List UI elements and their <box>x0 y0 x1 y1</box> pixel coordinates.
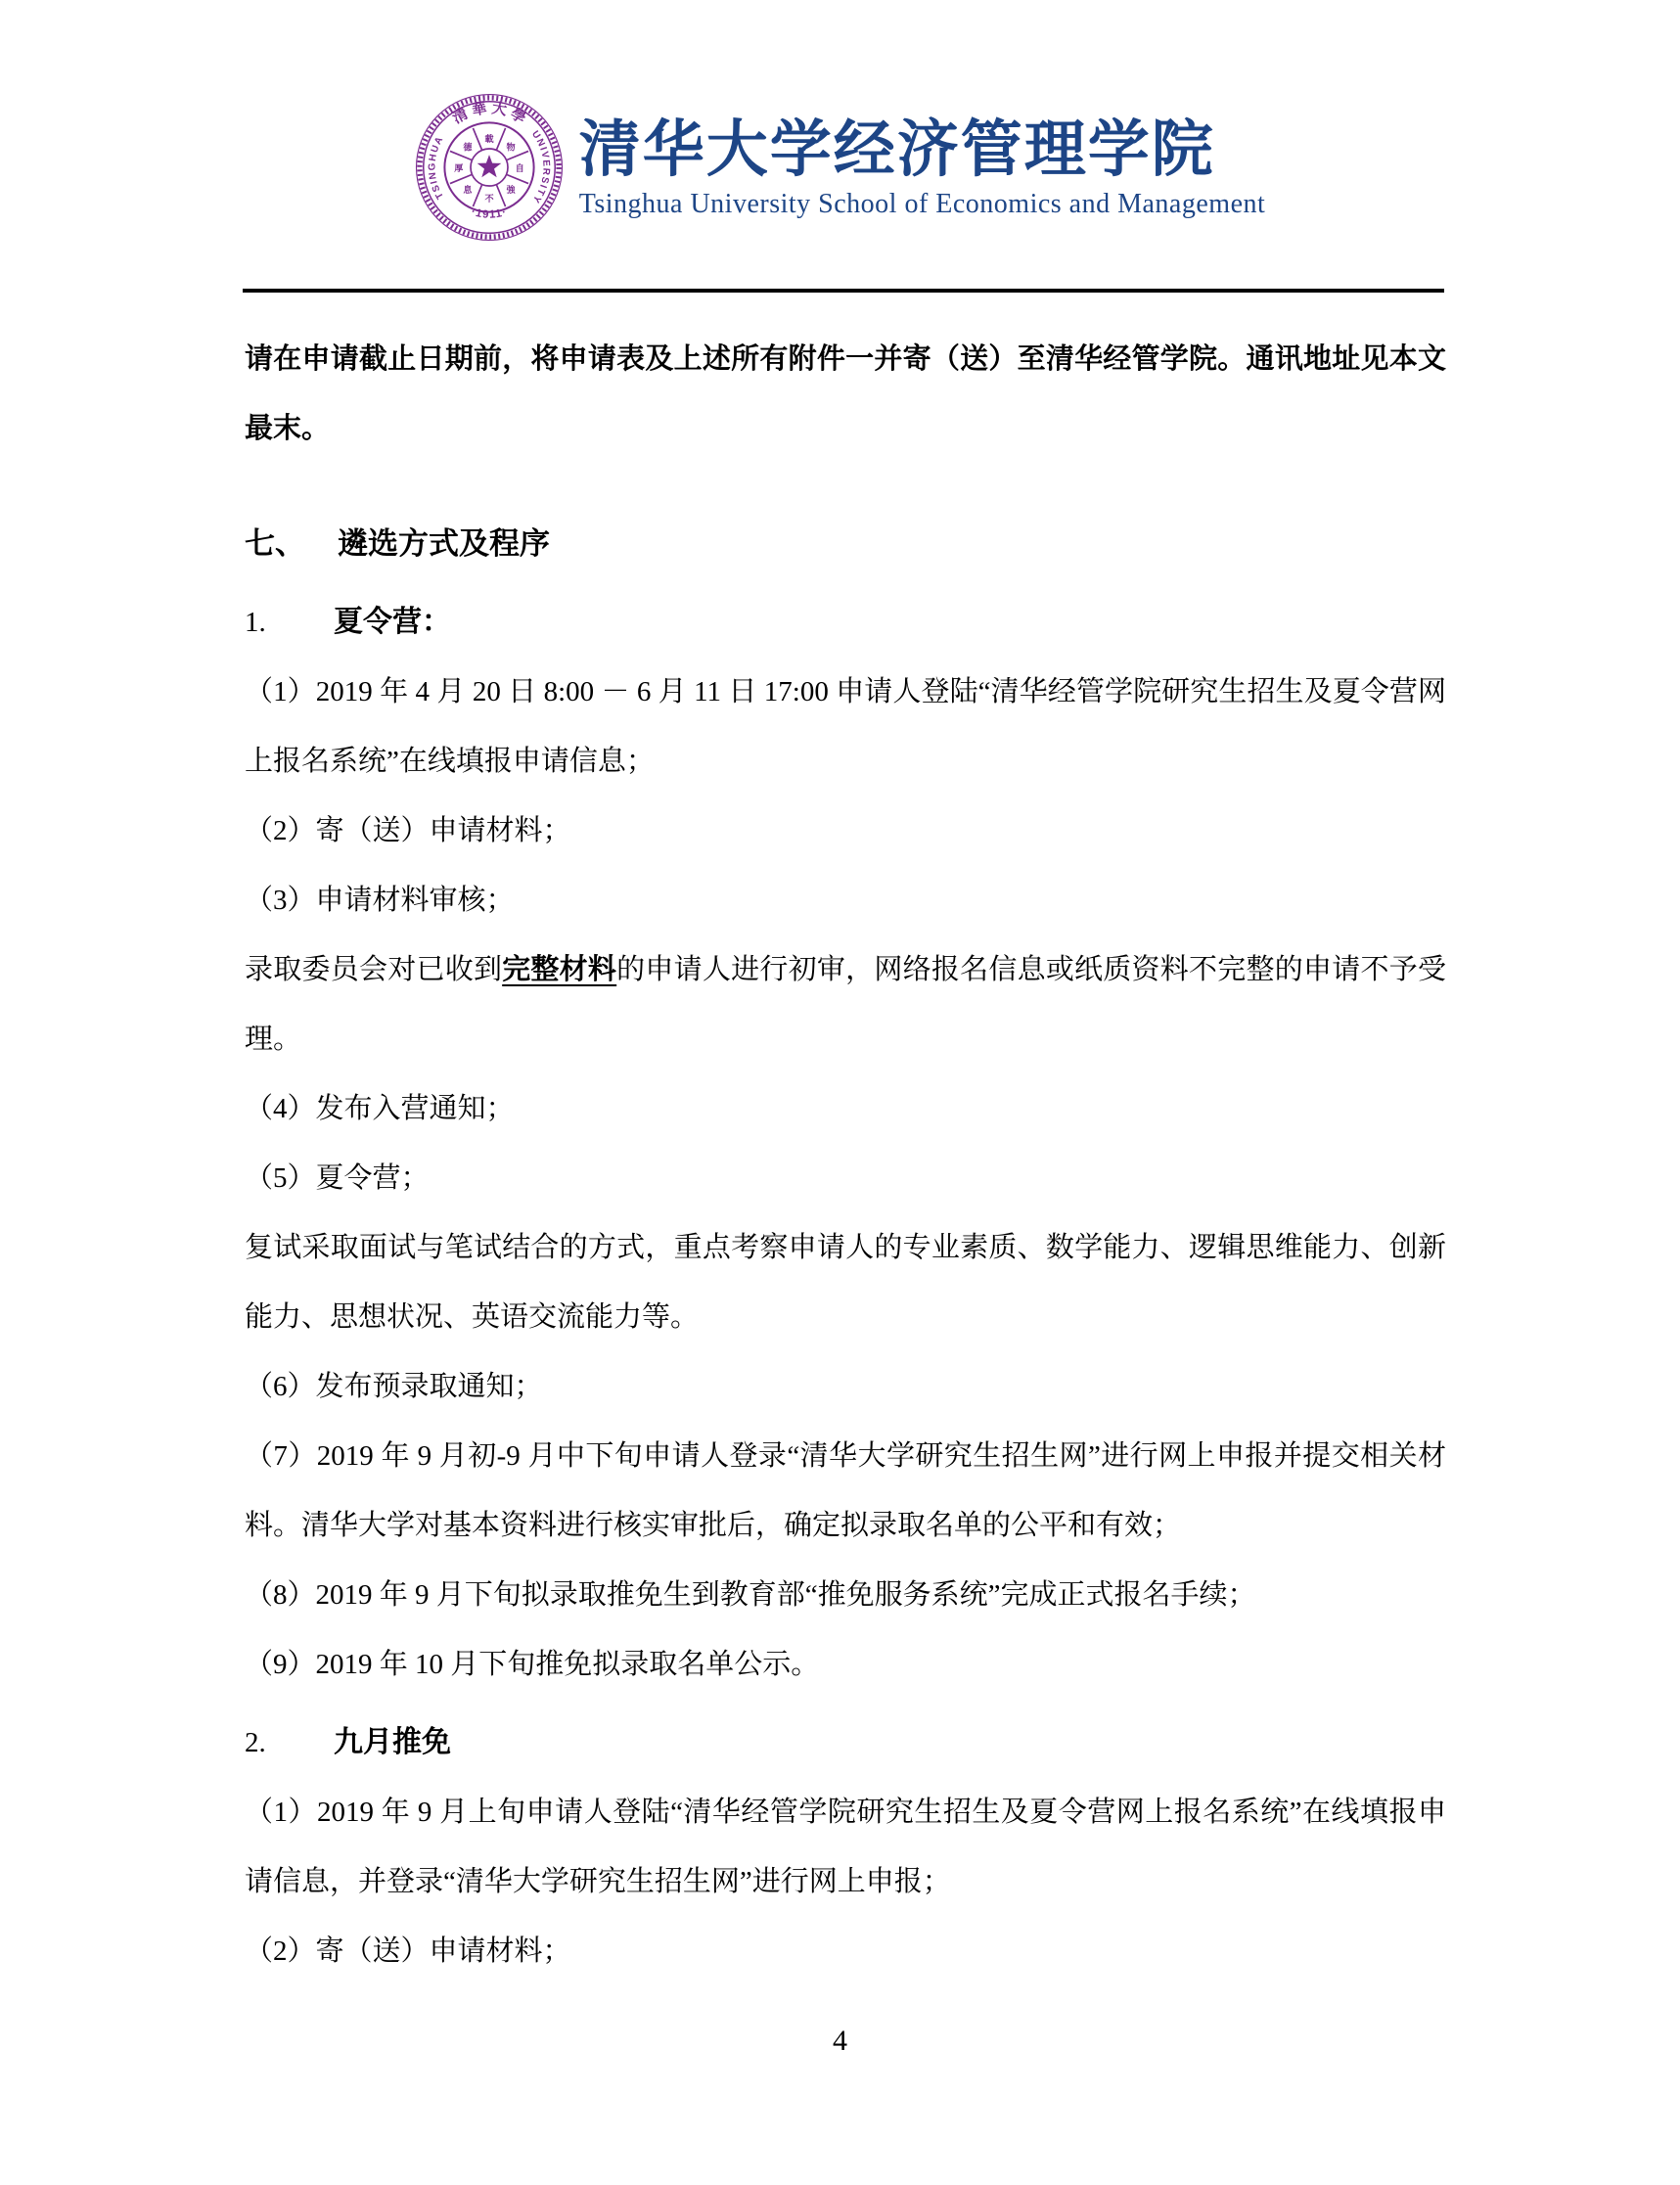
camp-item-2: （2）寄（送）申请材料； <box>245 815 571 846</box>
seal-year: ·1911· <box>469 205 509 221</box>
seal-motto-char: 自 <box>515 162 524 173</box>
svg-text:TSINGHUA <box>427 134 446 201</box>
seal-motto-char: 息 <box>463 184 473 195</box>
camp-item-1: （1）2019 年 4 月 20 日 8:00 － 6 月 11 日 17:00 申请人登陆“清华经管学院研究生招生及夏令营网上报名系统”在线填报申请信息； <box>245 676 1446 777</box>
svg-text:UNIVERSITY <box>529 129 552 205</box>
subsection-number: 1. <box>245 607 266 638</box>
document-body <box>245 325 1446 1986</box>
seal-motto-char: 載 <box>484 134 494 145</box>
seal-motto-char: 物 <box>506 142 516 153</box>
september-item-2: （2）寄（送）申请材料； <box>245 1935 571 1967</box>
school-titles <box>579 114 1266 220</box>
camp-item-4: （4）发布入营通知； <box>245 1093 515 1124</box>
camp-item-9: （9）2019 年 10 月下旬推免拟录取名单公示。 <box>245 1649 820 1680</box>
camp-item-8: （8）2019 年 9 月下旬拟录取推免生到教育部“推免服务系统”完成正式报名手续； <box>245 1579 1256 1611</box>
school-name-cn: 清华大学经济管理学院 <box>578 114 1215 184</box>
seal-right-text: UNIVERSITY <box>528 128 552 206</box>
section-title: 遴选方式及程序 <box>338 526 550 561</box>
seal-motto-char: 厚 <box>453 162 464 173</box>
subsection-camp-heading <box>245 587 1446 658</box>
camp-item-7: （7）2019 年 9 月初-9 月中下旬申请人登录“清华大学研究生招生网”进行网上申报并提交相关材料。清华大学对基本资料进行核实审批后，确定拟录取名单的公平和有效； <box>245 1440 1446 1541</box>
page-number: 4 <box>833 2025 847 2057</box>
camp-review-note <box>245 935 1446 1074</box>
header <box>0 93 1680 242</box>
tsinghua-seal-icon <box>415 93 564 242</box>
school-name-en: Tsinghua University School of Economics and Management <box>578 189 1266 220</box>
camp-item-5: （5）夏令营； <box>245 1162 430 1194</box>
seal-motto-char: 不 <box>484 193 494 204</box>
subsection-number: 2. <box>245 1727 266 1758</box>
svg-text:·1911· <box>470 206 509 221</box>
subsection-title: 九月推免 <box>334 1726 451 1758</box>
review-note-emphasis: 完整材料 <box>502 954 617 985</box>
september-item-1: （1）2019 年 9 月上旬申请人登陆“清华经管学院研究生招生及夏令营网上报名系统”在线填报申请信息，并登录“清华大学研究生招生网”进行网上申报； <box>245 1797 1446 1897</box>
section-heading <box>245 507 1446 581</box>
seal-top-chars: 清 華 大 學 <box>449 100 528 127</box>
seal-left-text: TSINGHUA <box>427 133 446 202</box>
seal-motto-char: 強 <box>506 184 516 195</box>
subsection-title: 夏令营： <box>334 606 451 638</box>
camp-item-3: （3）申请材料审核； <box>245 885 515 916</box>
subsection-september-heading <box>245 1707 1446 1778</box>
camp-retest-note: 复试采取面试与笔试结合的方式，重点考察申请人的专业素质、数学能力、逻辑思维能力、创新能力、思想状况、英语交流能力等。 <box>245 1232 1446 1333</box>
review-note-pre: 录取委员会对已收到 <box>245 954 503 985</box>
intro-paragraph: 请在申请截止日期前，将申请表及上述所有附件一并寄（送）至清华经管学院。通讯地址见本文最末。 <box>245 343 1446 444</box>
section-number: 七、 <box>245 526 305 561</box>
header-rule <box>243 289 1444 293</box>
camp-item-6: （6）发布预录取通知； <box>245 1371 543 1402</box>
seal-star <box>477 155 501 177</box>
review-note-post: 的申请人进行初审，网络报名信息或纸质资料不完整的申请不予受理。 <box>245 954 1446 1055</box>
seal-motto-char: 德 <box>463 142 473 153</box>
